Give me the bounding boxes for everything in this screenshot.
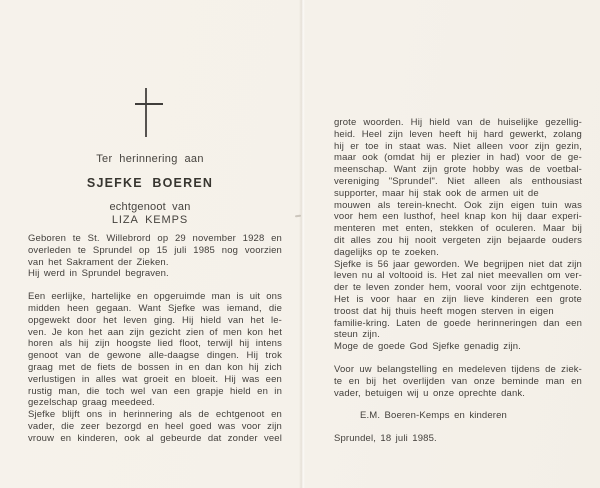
text-line: heid. Heel zijn leven heeft hij hard gewerkt, zolang — [334, 128, 582, 140]
spouse-name: LIZA KEMPS — [111, 213, 189, 226]
paragraph — [334, 364, 582, 399]
text-line: voor hem een lusthof, heel knap kon hij daar experi- — [334, 211, 582, 223]
paragraph — [334, 117, 582, 353]
text-line: familie-kring. Laten de goede herinneringen dan een — [334, 317, 582, 329]
text-line: vrouw en kinderen, ook al gebeurde dat zonder veel — [28, 432, 282, 444]
text-line: Voor uw belangstelling en medeleven tijdens de ziek- — [334, 363, 582, 375]
text-line: supporter, maar hij stak ook de armen uit de — [334, 187, 539, 199]
text-line: dagelijks op te zoeken. — [334, 246, 439, 258]
text-line: ven. Je kon het aan zijn gezicht zien of men kon het — [28, 326, 282, 338]
text-line: troost dat hij thuis heeft mogen sterven in eigen — [334, 305, 554, 317]
text-line: vereniging "Sprundel". Niet alleen als enthousiast — [334, 175, 582, 187]
text-line: dit alles zou hij nooit vergeten zijn bejaarde ouders — [334, 234, 582, 246]
memorial-label: Ter herinnering aan — [96, 153, 204, 165]
paragraph — [28, 291, 282, 444]
text-line: maar ook (omdat hij er plezier in had) voor de ge- — [334, 152, 582, 164]
text-line: midden heen gegaan. Want Sjefke was iemand, die — [28, 302, 282, 314]
text-line: Geboren te St. Willebrord op 29 november 1928 en — [28, 233, 282, 244]
cross-icon — [135, 88, 163, 137]
text-line: genoot van de gewone alle-daagse dingen. Hij trok — [28, 350, 282, 362]
text-line: hij er toe in staat was. Niet alleen voor zijn gezin, — [334, 140, 582, 152]
signature: E.M. Boeren-Kemps en kinderen — [360, 410, 507, 421]
text-line: meenschap. Want zijn grote hobby was de voetbal- — [334, 164, 582, 176]
text-line: Het is voor haar en zijn lieve kinderen een grote — [334, 293, 582, 305]
text-line: gezelschap graag meedeed. — [28, 397, 155, 409]
text-line: leven nu al voltooid is. Het zal niet meevallen om ver- — [334, 270, 582, 282]
paragraph — [28, 233, 282, 280]
text-line: steun zijn. — [334, 329, 381, 341]
text-line: overleden te Sprundel op 15 juli 1985 nog voorzien — [28, 244, 282, 256]
text-line: vader, betuigen wij u onze oprechte dank. — [334, 387, 526, 399]
text-line: grote woorden. Hij hield van de huiselijke gezellig- — [334, 117, 582, 128]
text-line: verlustigen in alles wat groeit en bloeit. Hij was een — [28, 373, 282, 385]
dateline: Sprundel, 18 juli 1985. — [334, 433, 437, 444]
relation-label: echtgenoot van — [109, 201, 191, 213]
text-line: rustig man, die toch wel van een grapje hield en in — [28, 385, 282, 397]
text-line: opgewekt door het leven ging. Hij hield van het le- — [28, 314, 282, 326]
text-line: vader, die zeer bezorgd en heel goed was voor zijn — [28, 420, 282, 432]
text-line: menteren met enten, stekken of oculeren. Maar bij — [334, 223, 582, 235]
text-line: te en bij het overlijden van onze beminde man en — [334, 375, 582, 387]
text-line: Sjefke is 56 jaar geworden. We begrijpen niet dat zijn — [334, 258, 582, 270]
text-line: Een eerlijke, hartelijke en opgeruimde man is uit ons — [28, 291, 282, 303]
text-line: mouwen als terein-knecht. Ook zijn eigen tuin was — [334, 199, 582, 211]
text-line: Sjefke blijft ons in herinnering als de echtgenoot en — [28, 409, 282, 421]
deceased-name: SJEFKE BOEREN — [86, 176, 214, 190]
left-text-column — [28, 233, 282, 445]
text-line: horen als hij zijn hoogste lied floot, terwijl hij intens — [28, 338, 282, 350]
text-line: Moge de goede God Sjefke genadig zijn. — [334, 341, 521, 353]
text-line: der te leven zonder hem, vooral voor zijn echtgenote. — [334, 282, 582, 294]
text-line: graag met de fiets de bossen in en dan kon hij zich — [28, 361, 282, 373]
text-line: van het Sakrament der Zieken. — [28, 256, 169, 268]
text-line: Hij werd in Sprundel begraven. — [28, 268, 169, 280]
right-text-column — [334, 117, 582, 399]
fold-crease — [299, 0, 305, 488]
